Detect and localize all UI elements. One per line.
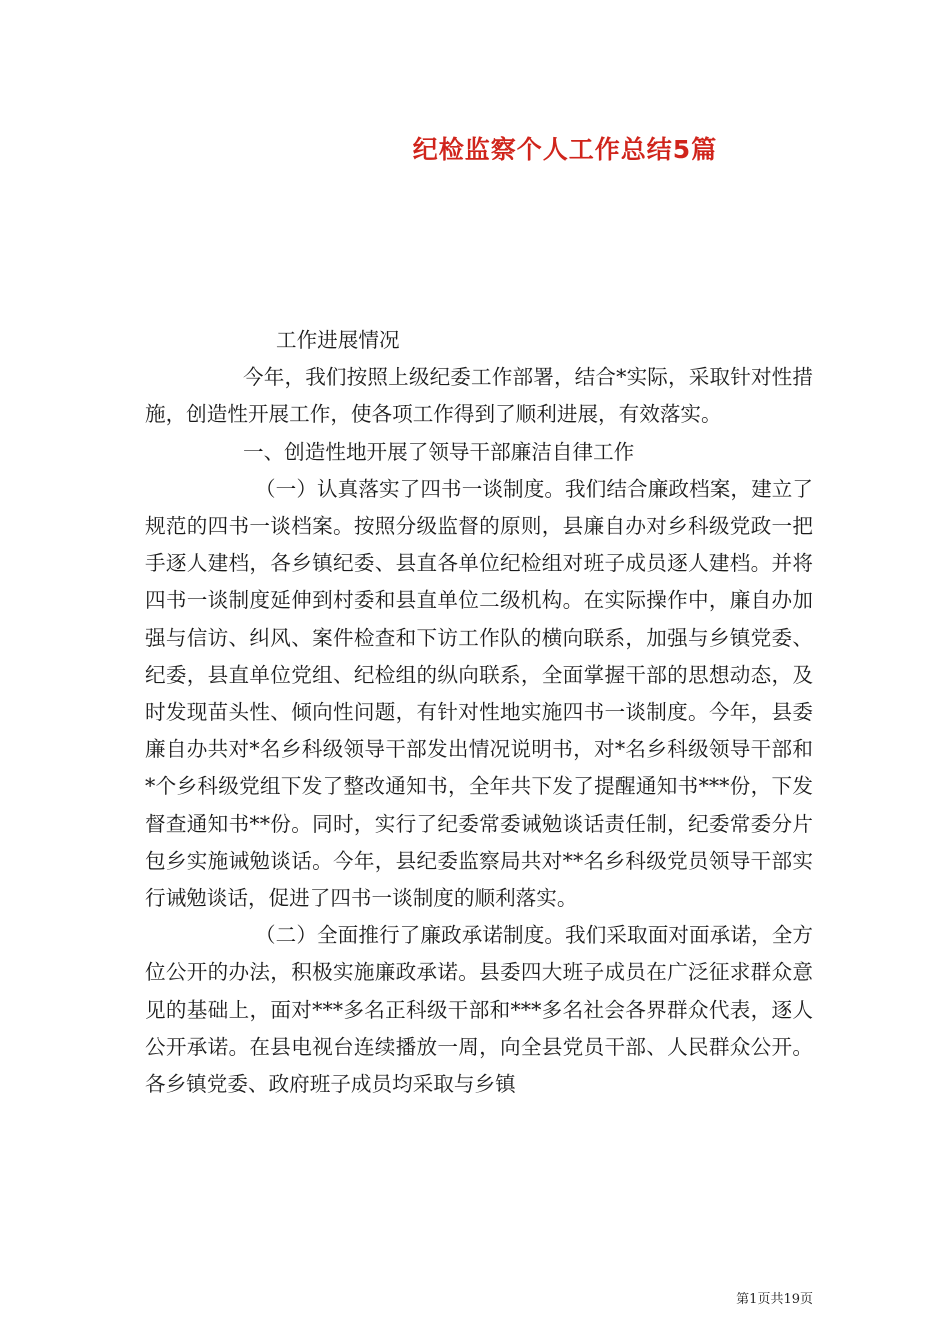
document-body [145,322,813,1103]
page-number: 第1页共19页 [736,1292,813,1307]
work-progress-heading: 工作进展情况 [276,328,400,352]
section-one-heading: 一、创造性地开展了领导干部廉洁自律工作 [243,439,635,464]
paragraph-integrity-pledge: （二）全面推行了廉政承诺制度。我们采取面对面承诺，全方位公开的办法，积极实施廉政承诺。县委四大班子成员在广泛征求群众意见的基础上，面对***多名正科级干部和***多名社会各界群众代表，逐人公开承诺。在县电视台连续播放一周，向全县党员干部、人民群众公开。各乡镇党委、政府班子成员均采取与乡镇 [145,923,813,1097]
document-title: 纪检监察个人工作总结5篇 [412,135,718,164]
intro-paragraph: 今年，我们按照上级纪委工作部署，结合*实际，采取针对性措施，创造性开展工作，使各项工作得到了顺利进展，有效落实。 [145,365,813,427]
paragraph-four-books: （一）认真落实了四书一谈制度。我们结合廉政档案，建立了规范的四书一谈档案。按照分级监督的原则，县廉自办对乡科级党政一把手逐人建档，各乡镇纪委、县直各单位纪检组对班子成员逐人建档。并将四书一谈制度延伸到村委和县直单位二级机构。在实际操作中，廉自办加强与信访、纠风、案件检查和下访工作队的横向联系，加强与乡镇党委、纪委，县直单位党组、纪检组的纵向联系，全面掌握干部的思想动态，及时发现苗头性、倾向性问题，有针对性地实施四书一谈制度。今年，县委廉自办共对*名乡科级领导干部发出情况说明书，对*名乡科级领导干部和*个乡科级党组下发了整改通知书，全年共下发了提醒通知书***份，下发督查通知书**份。同时，实行了纪委常委诫勉谈话责任制，纪委常委分片包乡实施诫勉谈话。今年，县纪委监察局共对**名乡科级党员领导干部实行诫勉谈话，促进了四书一谈制度的顺利落实。 [145,476,813,911]
